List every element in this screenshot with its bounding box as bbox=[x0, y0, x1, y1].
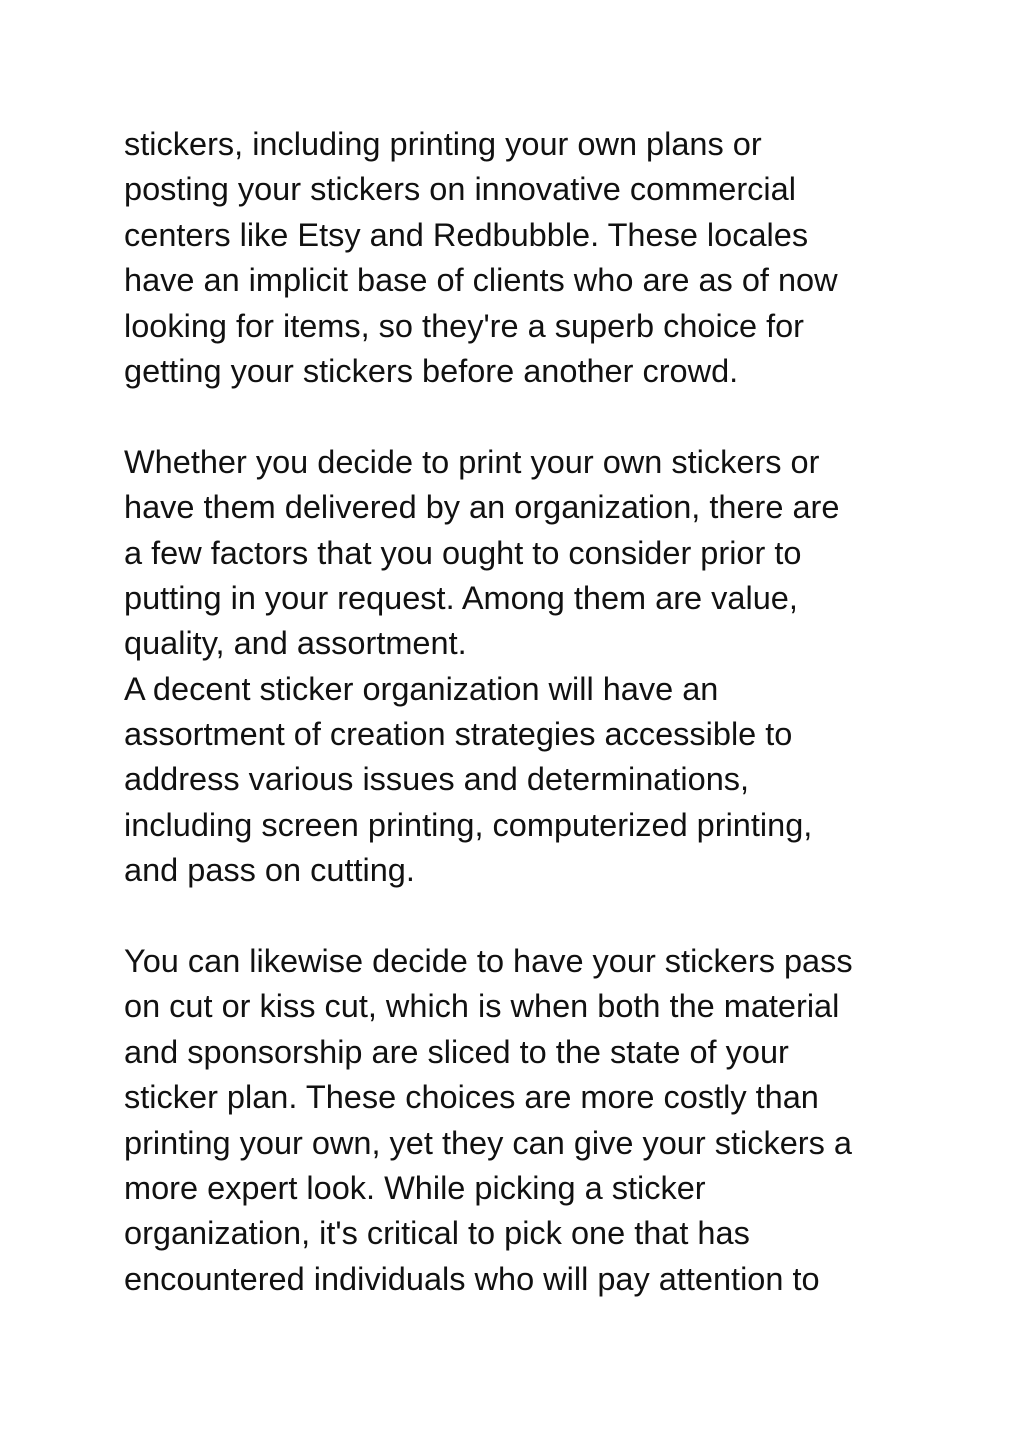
text-line: encountered individuals who will pay attention to bbox=[124, 1260, 820, 1297]
text-line: including screen printing, computerized printing, bbox=[124, 806, 813, 843]
paragraph bbox=[124, 667, 914, 894]
text-line: quality, and assortment. bbox=[124, 625, 467, 662]
text-line: assortment of creation strategies accessible to bbox=[124, 716, 793, 753]
paragraph bbox=[124, 440, 914, 667]
text-line: stickers, including printing your own plans or bbox=[124, 126, 762, 162]
paragraph-spacer bbox=[124, 894, 914, 939]
text-line: organization, it's critical to pick one that has bbox=[124, 1215, 750, 1252]
document-body bbox=[124, 122, 914, 1302]
paragraph bbox=[124, 939, 914, 1302]
text-line: getting your stickers before another crowd. bbox=[124, 352, 739, 389]
text-line: have an implicit base of clients who are as of now bbox=[124, 262, 838, 299]
text-line: posting your stickers on innovative commercial bbox=[124, 171, 796, 208]
text-line: centers like Etsy and Redbubble. These locales bbox=[124, 216, 809, 253]
text-line: a few factors that you ought to consider prior to bbox=[124, 534, 802, 571]
text-line: on cut or kiss cut, which is when both the material bbox=[124, 988, 840, 1025]
paragraph-spacer bbox=[124, 394, 914, 439]
text-line: and sponsorship are sliced to the state of your bbox=[124, 1033, 789, 1070]
text-line: have them delivered by an organization, there are bbox=[124, 489, 840, 526]
text-line: printing your own, yet they can give your stickers a bbox=[124, 1124, 852, 1161]
text-line: sticker plan. These choices are more costly than bbox=[124, 1079, 819, 1116]
text-line: looking for items, so they're a superb choice for bbox=[124, 307, 805, 344]
text-line: Whether you decide to print your own stickers or bbox=[124, 443, 820, 480]
text-line: A decent sticker organization will have an bbox=[124, 670, 719, 707]
text-line: putting in your request. Among them are value, bbox=[124, 579, 798, 616]
text-line: address various issues and determinations, bbox=[124, 761, 750, 798]
paragraph bbox=[124, 122, 914, 394]
text-line: You can likewise decide to have your stickers pass bbox=[124, 943, 853, 980]
text-line: and pass on cutting. bbox=[124, 852, 415, 889]
text-line: more expert look. While picking a sticker bbox=[124, 1169, 706, 1206]
